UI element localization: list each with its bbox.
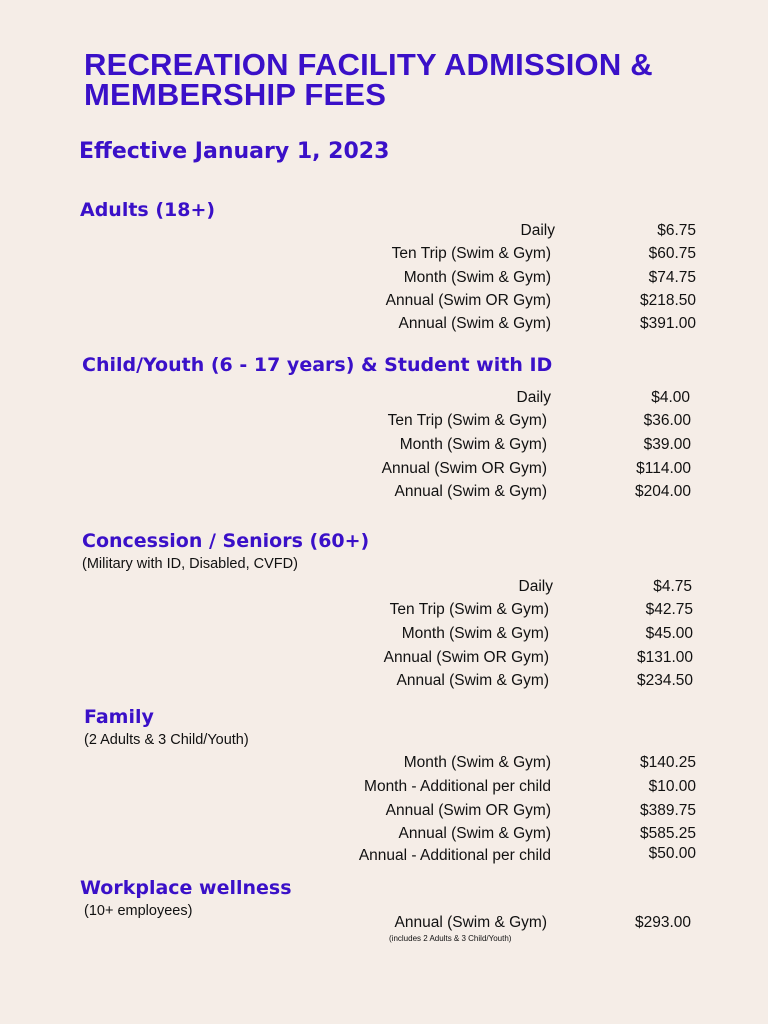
section-heading: Child/Youth (6 - 17 years) & Student with ID xyxy=(82,354,553,376)
fee-label: Daily xyxy=(516,389,551,406)
fee-label: Month (Swim & Gym) xyxy=(403,754,551,771)
fee-label: Month (Swim & Gym) xyxy=(403,269,551,286)
fee-price: $4.00 xyxy=(651,389,690,406)
section-note: (10+ employees) xyxy=(84,903,193,919)
fee-label: Annual (Swim OR Gym) xyxy=(383,649,549,666)
fee-price: $6.75 xyxy=(657,222,696,239)
fee-label: Annual (Swim & Gym) xyxy=(394,483,547,500)
fee-label: Annual - Additional per child xyxy=(358,847,551,864)
fee-label: Ten Trip (Swim & Gym) xyxy=(387,412,547,429)
fee-label: Annual (Swim OR Gym) xyxy=(385,802,551,819)
fee-label: Annual (Swim OR Gym) xyxy=(381,460,547,477)
effective-date: Effective January 1, 2023 xyxy=(79,139,390,164)
fee-price: $391.00 xyxy=(639,315,696,332)
fee-label: Annual (Swim & Gym) xyxy=(396,672,549,689)
fee-price: $39.00 xyxy=(643,436,691,453)
fee-price: $60.75 xyxy=(648,245,696,262)
fee-price: $4.75 xyxy=(653,578,692,595)
fee-price: $36.00 xyxy=(643,412,691,429)
workplace-subnote: (includes 2 Adults & 3 Child/Youth) xyxy=(389,934,512,943)
fee-price: $10.00 xyxy=(648,778,696,795)
section-heading: Workplace wellness xyxy=(80,877,292,899)
page-title: RECREATION FACILITY ADMISSION & MEMBERSHIP FEES xyxy=(84,47,653,112)
fee-price: $74.75 xyxy=(648,269,696,286)
fee-price: $131.00 xyxy=(636,649,693,666)
fee-label: Month (Swim & Gym) xyxy=(399,436,547,453)
fee-price: $140.25 xyxy=(639,754,696,771)
section-heading: Family xyxy=(84,706,154,728)
fee-label: Annual (Swim & Gym) xyxy=(394,914,547,931)
fee-price: $45.00 xyxy=(645,625,693,642)
section-heading: Adults (18+) xyxy=(80,199,216,221)
fee-label: Daily xyxy=(520,222,555,239)
fee-label: Daily xyxy=(518,578,553,595)
fee-label: Ten Trip (Swim & Gym) xyxy=(389,601,549,618)
section-note: (2 Adults & 3 Child/Youth) xyxy=(84,732,249,748)
fee-price: $585.25 xyxy=(639,825,696,842)
fee-price: $234.50 xyxy=(636,672,693,689)
fee-price: $389.75 xyxy=(639,802,696,819)
fee-label: Month - Additional per child xyxy=(364,778,551,795)
fee-price: $50.00 xyxy=(648,845,696,862)
fee-price: $114.00 xyxy=(636,460,691,477)
section-note: (Military with ID, Disabled, CVFD) xyxy=(82,556,298,572)
fee-label: Month (Swim & Gym) xyxy=(401,625,549,642)
fee-price: $204.00 xyxy=(634,483,691,500)
fee-price: $42.75 xyxy=(645,601,693,618)
fee-label: Annual (Swim OR Gym) xyxy=(385,292,551,309)
section-heading: Concession / Seniors (60+) xyxy=(82,530,370,552)
fee-label: Ten Trip (Swim & Gym) xyxy=(391,245,551,262)
fee-price: $218.50 xyxy=(639,292,696,309)
fee-label: Annual (Swim & Gym) xyxy=(398,315,551,332)
fee-label: Annual (Swim & Gym) xyxy=(398,825,551,842)
fee-price: $293.00 xyxy=(634,914,691,931)
